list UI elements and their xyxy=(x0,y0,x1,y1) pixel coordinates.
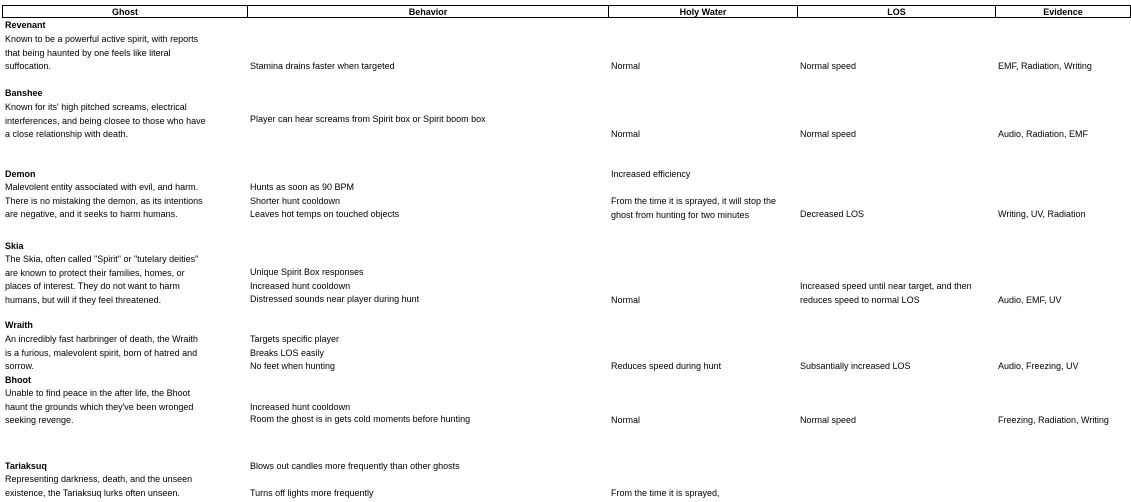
ghost-name: Wraith xyxy=(5,320,33,330)
ghost-description: Malevolent entity associated with evil, and harm. There is no mistaking the demon, as its intentions are negative, and it seeks to harm humans. xyxy=(5,182,203,220)
holy-water-note: Increased efficiency xyxy=(611,169,691,179)
header-evidence[interactable]: Evidence xyxy=(996,5,1131,18)
los-cell: Decreased LOS xyxy=(800,209,865,219)
ghost-name: Revenant xyxy=(5,20,46,30)
holy-water-cell: From the time it is sprayed, xyxy=(611,488,720,498)
evidence-cell: Writing, UV, Radiation xyxy=(998,209,1086,219)
header-holy-water[interactable]: Holy Water xyxy=(609,5,798,18)
behavior-cell: Stamina drains faster when targeted xyxy=(250,61,395,71)
ghost-name: Bhoot xyxy=(5,375,31,385)
header-los[interactable]: LOS xyxy=(798,5,996,18)
evidence-cell: Audio, EMF, UV xyxy=(998,295,1062,305)
ghost-name: Demon xyxy=(5,169,36,179)
ghost-description: Known for its' high pitched screams, electrical interferences, and being closee to those who have a close relationship with death. xyxy=(5,102,206,140)
evidence-cell: EMF, Radiation, Writing xyxy=(998,61,1092,71)
evidence-cell: Audio, Radiation, EMF xyxy=(998,129,1089,139)
ghost-description: An incredibly fast harbringer of death, the Wraith is a furious, malevolent spirit, born of hatred and sorrow. xyxy=(5,334,198,372)
header-ghost[interactable]: Ghost xyxy=(2,5,248,18)
los-cell: Normal speed xyxy=(800,61,857,71)
los-cell: Normal speed xyxy=(800,415,857,425)
behavior-cell: Increased hunt cooldown Room the ghost is in gets cold moments before hunting xyxy=(250,402,471,424)
ghost-description: Representing darkness, death, and the unseen existence, the Tariaksuq lurks often unseen. xyxy=(5,474,193,498)
ghost-description: The Skia, often called "Spirit" or "tutelary deities" are known to protect their families, homes, or places of interest. They do not want to harm humans, but will if they feel threatened. xyxy=(5,254,199,305)
header-behavior[interactable]: Behavior xyxy=(248,5,609,18)
ghost-name: Tariaksuq xyxy=(5,461,47,471)
behavior-cell: Hunts as soon as 90 BPM Shorter hunt cooldown Leaves hot temps on touched objects xyxy=(250,182,400,220)
ghost-name: Skia xyxy=(5,241,24,251)
ghost-description: Unable to find peace in the after life, the Bhoot haunt the grounds which they've been wronged seeking revenge. xyxy=(5,388,194,426)
behavior-cell: Unique Spirit Box responses Increased hunt cooldown Distressed sounds near player during hunt xyxy=(250,267,420,305)
holy-water-cell: From the time it is sprayed, it will stop the ghost from hunting for two minutes xyxy=(611,196,777,220)
holy-water-cell: Reduces speed during hunt xyxy=(611,361,722,371)
evidence-cell: Freezing, Radiation, Writing xyxy=(998,415,1109,425)
behavior-cell: Player can hear screams from Spirit box or Spirit boom box xyxy=(250,114,486,124)
behavior-cell: Targets specific player Breaks LOS easily No feet when hunting xyxy=(250,334,340,372)
holy-water-cell: Normal xyxy=(611,415,641,425)
los-cell: Increased speed until near target, and then reduces speed to normal LOS xyxy=(800,281,972,305)
evidence-cell: Audio, Freezing, UV xyxy=(998,361,1079,371)
los-cell: Subsantially increased LOS xyxy=(800,361,911,371)
behavior-cell: Turns off lights more frequently xyxy=(250,488,374,498)
behavior-note: Blows out candles more frequently than other ghosts xyxy=(250,461,460,471)
ghost-name: Banshee xyxy=(5,88,43,98)
holy-water-cell: Normal xyxy=(611,295,641,305)
los-cell: Normal speed xyxy=(800,129,857,139)
holy-water-cell: Normal xyxy=(611,61,641,71)
ghost-description: Known to be a powerful active spirit, with reports that being haunted by one feels like literal suffocation. xyxy=(5,34,199,72)
holy-water-cell: Normal xyxy=(611,129,641,139)
